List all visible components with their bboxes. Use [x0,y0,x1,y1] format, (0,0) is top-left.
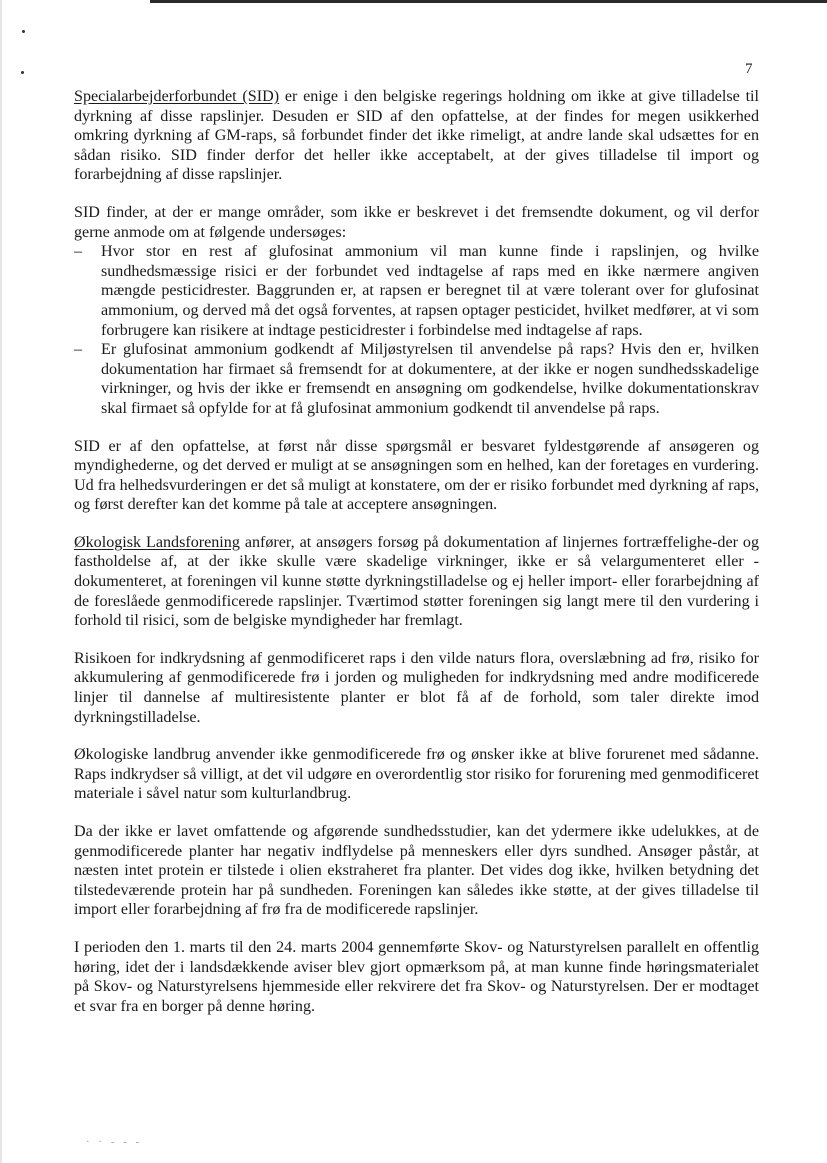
page-number: 7 [745,61,753,77]
dash-marker: – [74,243,83,261]
paragraph-risk: Risikoen for indkrydsning af genmodificeret raps i den vilde naturs flora, overslæbning ad frø, risiko for akkumulering af genmodificerede frø i jorden og muligheden for indkrydsning med andre modificerede linjer til dannelse af multiresistente planter er blot få af de forhold, som taler direkte imod dyrkningstilladelse. [74,649,759,726]
scan-noise: · · - - - [86,1136,143,1148]
paragraph-text: er enige i den belgiske regerings holdning om ikke at give tilladelse til dyrkning af disse rapslinjer. Desuden er SID af den opfattelse, at der findes for megen usikkerhed omkring dyrkning af GM-raps, så forbundet finder det ikke rimeligt, at andre lande skal udsættes for en sådan risiko. SID finder derfor det heller ikke acceptabelt, at der gives tilladelse til import og forarbejdning af disse rapslinjer. [74,88,759,184]
paragraph-text: anfører, at ansøgers forsøg på dokumentation af linjernes fortræffelighe-der og fastholdelse af, at der ikke skulle være skadelige virkninger, ikke er så velargumenteret eller -dokumenteret, at foreningen vil kunne støtte dyrkningstilladelse og ej heller import- eller forarbejdning af de foreslåede genmodificerede rapslinjer. Tværtimod støtter foreningen sig langt mere til den vurdering i forhold til risici, som de belgiske myndigheder har fremlagt. [74,533,759,630]
paragraph-oekologisk-position [74,533,759,631]
paragraph-sid-conclusion: SID er af den opfattelse, at først når disse spørgsmål er besvaret fyldestgørende af ansøgeren og myndighederne, og det derved er muligt at se ansøgningen som en helhed, kan der foretages en vurdering. Ud fra helhedsvurderingen er det så muligt at konstatere, om der er risiko forbundet med dyrkning af raps, og først derefter kan det komme på tale at acceptere ansøgningen. [74,437,759,514]
document-body [74,87,759,1034]
paragraph-organic-farming: Økologiske landbrug anvender ikke genmodificerede frø og ønsker ikke at blive forurenet med sådanne. Raps indkrydser så villigt, at det vil udgøre en overordentlig stor risiko for forurening med genmodificeret materiale i såvel natur som kulturlandbrug. [74,746,759,803]
paragraph-health: Da der ikke er lavet omfattende og afgørende sundhedsstudier, kan det ydermere ikke udelukkes, at de genmodificerede planter har negativ indflydelse på menneskers eller dyrs sundhed. Ansøger påstår, at næsten intet protein er tilstede i olien ekstraheret fra planter. Det vides dog ikke, hvilken betydning det tilstedeværende protein har på sundheden. Foreningen kan således ikke støtte, at der gives tilladelse til import eller forarbejdning af frø fra de modificerede rapslinjer. [74,823,759,919]
list-item-text: Er glufosinat ammonium godkendt af Miljøstyrelsen til anvendelse på raps? Hvis den er, hvilken dokumentation har firmaet så fremsendt for at dokumentere, at der ikke er nogen sundhedsskadelige virkninger, og hvis der ikke er fremsendt en ansøgning om godkendelse, hvilke dokumentationskrav skal firmaet så opfylde for at få glufosinat ammonium godkendt til anvendelse på raps. [101,341,759,417]
dash-marker: – [74,341,83,359]
scan-dot [22,30,25,33]
list-item [74,242,759,340]
organization-name: Økologisk Landsforening [74,533,240,551]
question-list [74,242,759,418]
paragraph-sid-position [74,87,759,185]
scan-dot [21,71,24,74]
list-item [74,340,759,418]
organization-name: Specialarbejderforbundet (SID) [74,88,280,105]
paragraph-public-hearing: I perioden den 1. marts til den 24. marts 2004 gennemførte Skov- og Naturstyrelsen parallelt en offentlig høring, idet der i landsdækkende aviser blev gjort opmærksom på, at man kunne finde høringsmaterialet på Skov- og Naturstyrelsens hjemmeside eller rekvirere det fra Skov- og Naturstyrelsen. Der er modtaget et svar fra en borger på denne høring. [74,938,759,1015]
scan-edge-top [150,0,827,3]
scan-edge-left [0,0,2,1163]
list-item-text: Hvor stor en rest af glufosinat ammonium vil man kunne finde i rapslinjen, og hvilke sundhedsmæssige risici er der forbundet ved indtagelse af raps med en ikke nærmere angiven mængde pesticidrester. Baggrunden er, at rapsen er beregnet til at være tolerant over for glufosinat ammonium, og derved må det også forventes, at rapsen optager pesticidet, hvilket medfører, at vi som forbrugere kan risikere at indtage pesticidrester i forbindelse med indtagelse af raps. [101,243,759,339]
paragraph-sid-request: SID finder, at der er mange områder, som ikke er beskrevet i det fremsendte dokument, og vil derfor gerne anmode om at følgende undersøges: [74,203,759,241]
